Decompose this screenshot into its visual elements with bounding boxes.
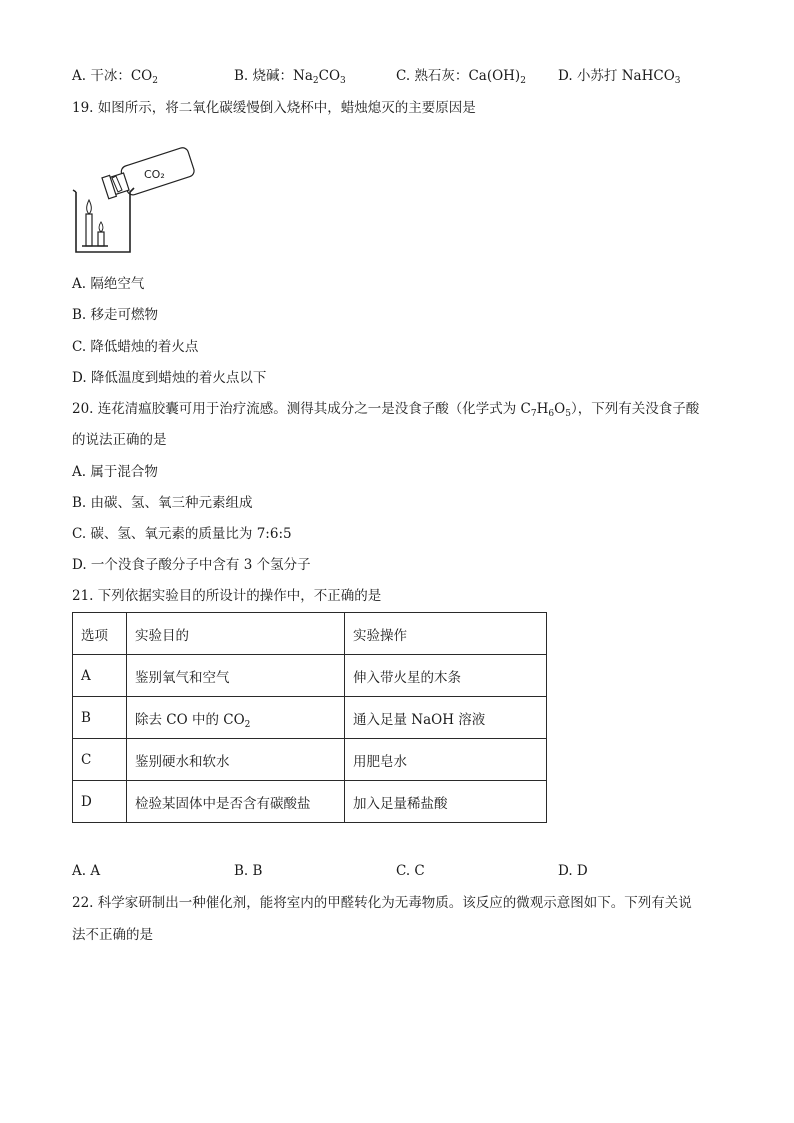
q21-answer-b[interactable]: B. B [234, 863, 263, 879]
q20-option-b[interactable]: B. 由碳、氢、氧三种元素组成 [72, 495, 253, 511]
table-cell: A [73, 655, 127, 697]
table-cell: 检验某固体中是否含有碳酸盐 [127, 781, 345, 823]
table-cell: 伸入带火星的木条 [345, 655, 547, 697]
table-cell: B [73, 697, 127, 739]
q21-answer-a[interactable]: A. A [72, 863, 101, 879]
q18-option-c[interactable]: C. 熟石灰：$Ca(OH)_2$ [396, 68, 526, 86]
q19-stem: 19. 如图所示，将二氧化碳缓慢倒入烧杯中，蜡烛熄灭的主要原因是 [72, 100, 476, 116]
table-header-cell: 实验操作 [345, 613, 547, 655]
q20-option-d[interactable]: D. 一个没食子酸分子中含有 3 个氢分子 [72, 557, 311, 573]
co2-label: CO₂ [144, 168, 165, 181]
q22-stem-line1: 22. 科学家研制出一种催化剂，能将室内的甲醛转化为无毒物质。该反应的微观示意图如下。下列有关说 [72, 895, 692, 911]
q19-option-b[interactable]: B. 移走可燃物 [72, 307, 159, 323]
table-row [73, 739, 547, 781]
table-row [73, 697, 547, 739]
q22-stem-line2: 法不正确的是 [72, 927, 153, 943]
table-header-cell: 实验目的 [127, 613, 345, 655]
table-cell: 鉴别氧气和空气 [127, 655, 345, 697]
table-row [73, 781, 547, 823]
beaker-candles-icon [72, 140, 202, 258]
table-cell: 鉴别硬水和软水 [127, 739, 345, 781]
q20-option-a[interactable]: A. 属于混合物 [72, 464, 158, 480]
table-row [73, 655, 547, 697]
table-header-row [73, 613, 547, 655]
table-cell: 用肥皂水 [345, 739, 547, 781]
table-cell: 通入足量 NaOH 溶液 [345, 697, 547, 739]
co2-beaker-figure [72, 140, 202, 258]
q21-answer-c[interactable]: C. C [396, 863, 425, 879]
q19-option-a[interactable]: A. 隔绝空气 [72, 276, 145, 292]
q21-answers [72, 861, 732, 881]
q19-option-c[interactable]: C. 降低蜡烛的着火点 [72, 339, 199, 355]
table-cell: 除去 CO 中的 $CO_2$ [127, 697, 345, 739]
q18-option-b[interactable]: B. 烧碱：$Na_2CO_3$ [234, 68, 346, 86]
q18-option-d[interactable]: D. 小苏打 NaHCO$_3$ [558, 68, 681, 86]
table-cell: D [73, 781, 127, 823]
q18-option-a[interactable]: A. 干冰：$CO_2$ [72, 68, 158, 86]
table-header-cell: 选项 [73, 613, 127, 655]
q20-option-c[interactable]: C. 碳、氢、氧元素的质量比为 7:6:5 [72, 526, 292, 542]
q20-stem-line2: 的说法正确的是 [72, 432, 167, 448]
q21-stem: 21. 下列依据实验目的所设计的操作中，不正确的是 [72, 588, 382, 604]
q20-stem-line1: 20. 连花清瘟胶囊可用于治疗流感。测得其成分之一是没食子酸（化学式为 $C_7H_6O_5$），下列有关没食子酸 [72, 401, 700, 419]
q21-answer-d[interactable]: D. D [558, 863, 588, 879]
q18-options [72, 66, 732, 86]
q19-option-d[interactable]: D. 降低温度到蜡烛的着火点以下 [72, 370, 267, 386]
table-cell: C [73, 739, 127, 781]
table-cell: 加入足量稀盐酸 [345, 781, 547, 823]
q21-table [72, 612, 547, 823]
